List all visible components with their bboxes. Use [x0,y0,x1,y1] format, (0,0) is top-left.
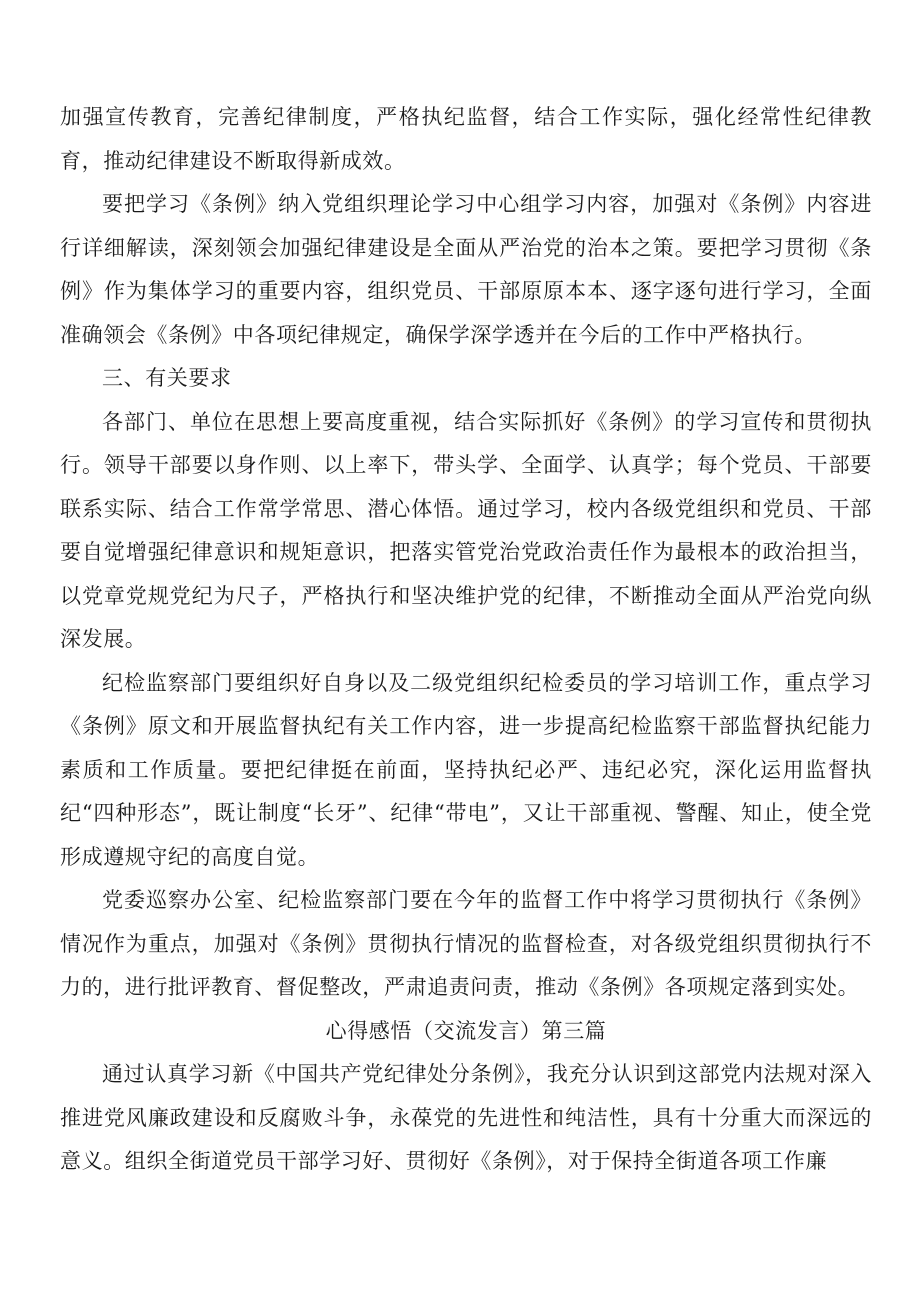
paragraph-inspection: 党委巡察办公室、纪检监察部门要在今年的监督工作中将学习贯彻执行《条例》情况作为重点，加强对《条例》贯彻执行情况的监督检查，对各级党组织贯彻执行不力的，进行批评教育、督促整改，严肃追责问责，推动《条例》各项规定落到实处。 [60,888,872,999]
paragraph-continued: 加强宣传教育，完善纪律制度，严格执纪监督，结合工作实际，强化经常性纪律教育，推动纪律建设不断取得新成效。 [60,105,872,173]
paragraph-article: 通过认真学习新《中国共产党纪律处分条例》，我充分认识到这部党内法规对深入推进党风廉政建设和反腐败斗争，永葆党的先进性和纯洁性，具有十分重大而深远的意义。组织全街道党员干部学习好、贯彻好《条例》，对于保持全街道各项工作廉 [60,1062,872,1173]
article-title: 心得感悟（交流发言）第三篇 [325,1018,607,1043]
paragraph-discipline: 纪检监察部门要组织好自身以及二级党组织纪检委员的学习培训工作，重点学习《条例》原文和开展监督执纪有关工作内容，进一步提高纪检监察干部监督执纪能力素质和工作质量。要把纪律挺在前面，坚持执纪必严、违纪必究，深化运用监督执纪“四种形态”，既让制度“长牙”、纪律“带电”，又让干部重视、警醒、知止，使全党形成遵规守纪的高度自觉。 [60,670,872,869]
section-heading: 三、有关要求 [102,366,232,390]
paragraph-requirements: 各部门、单位在思想上要高度重视，结合实际抓好《条例》的学习宣传和贯彻执行。领导干部要以身作则、以上率下，带头学、全面学、认真学；每个党员、干部要联系实际、结合工作常学常思、潜心体悟。通过学习，校内各级党组织和党员、干部要自觉增强纪律意识和规矩意识，把落实管党治党政治责任作为最根本的政治担当，以党章党规党纪为尺子，严格执行和坚决维护党的纪律，不断推动全面从严治党向纵深发展。 [60,409,872,651]
paragraph-study: 要把学习《条例》纳入党组织理论学习中心组学习内容，加强对《条例》内容进行详细解读，深刻领会加强纪律建设是全面从严治党的治本之策。要把学习贯彻《条例》作为集体学习的重要内容，组织党员、干部原原本本、逐字逐句进行学习，全面准确领会《条例》中各项纪律规定，确保学深学透并在今后的工作中严格执行。 [60,192,872,347]
document-page [60,96,872,1184]
